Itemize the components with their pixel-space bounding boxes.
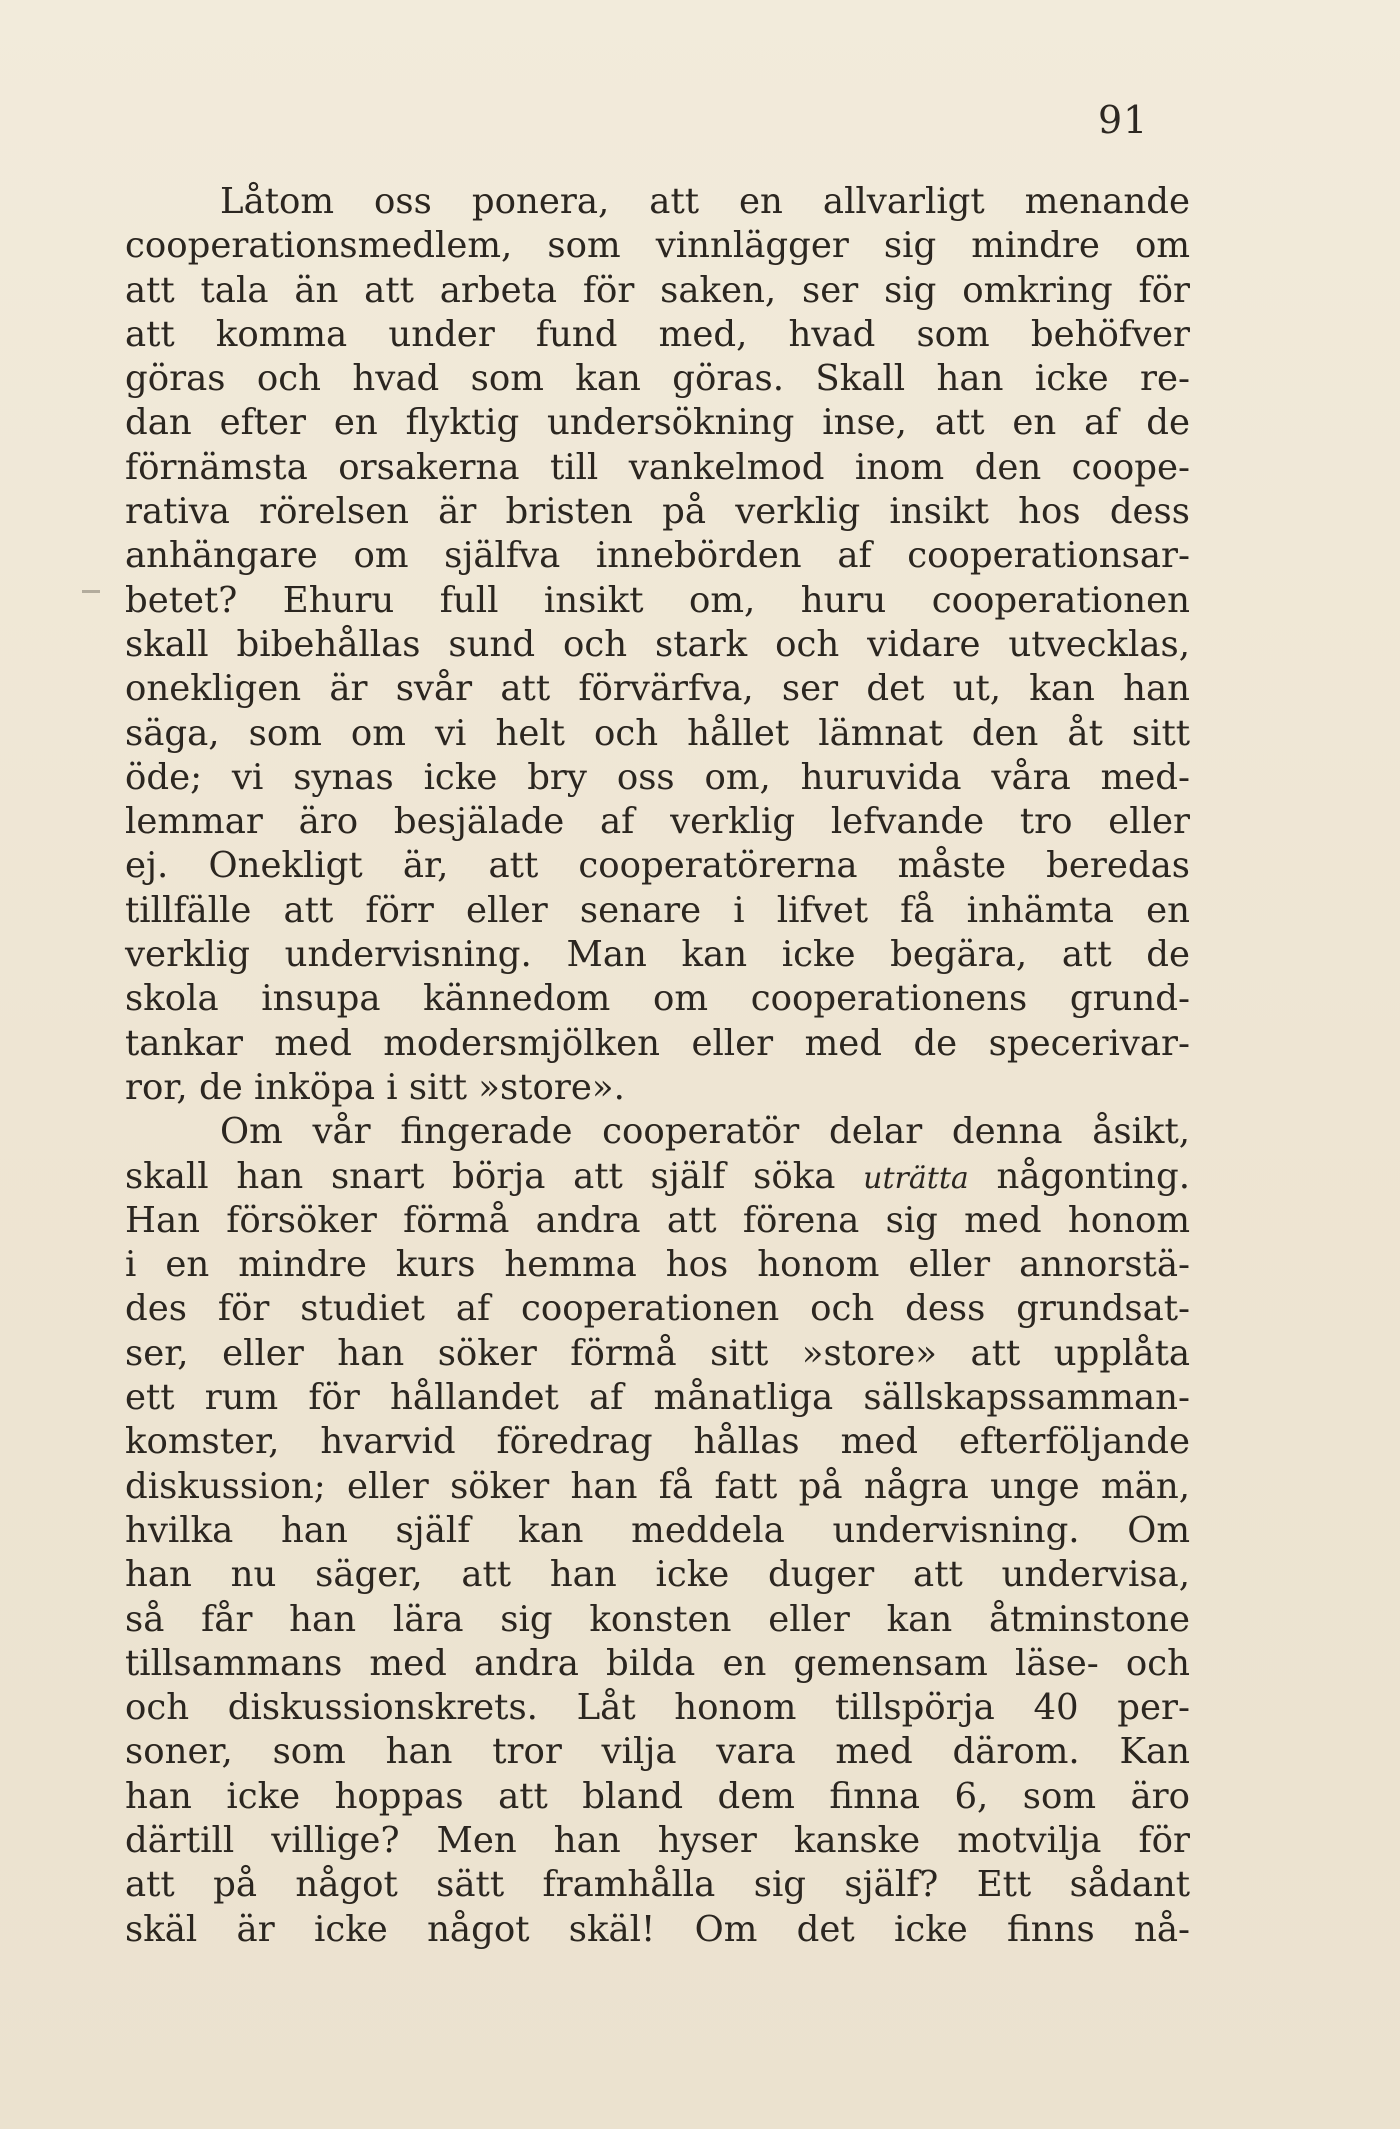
text-line: anhängare om själfva innebörden af cooperationsar-	[125, 535, 1190, 577]
text-line: ett rum för hållandet af månatliga sällskapssamman-	[125, 1377, 1190, 1419]
text-line: säga, som om vi helt och hållet lämnat den åt sitt	[125, 712, 1190, 754]
text-line: onekligen är svår att förvärfva, ser det ut, kan han	[125, 668, 1190, 710]
body-text	[125, 180, 1190, 1952]
text-line: tillsammans med andra bilda en gemensam läse- och	[125, 1642, 1190, 1684]
text-segment: någonting.	[968, 1155, 1190, 1197]
emphasized-word: uträtta	[863, 1160, 969, 1196]
text-line: göras och hvad som kan göras. Skall han icke re-	[125, 358, 1190, 400]
text-line: förnämsta orsakerna till vankelmod inom den coope-	[125, 446, 1190, 488]
text-line: Om vår fingerade cooperatör delar denna åsikt,	[220, 1111, 1190, 1153]
text-line: diskussion; eller söker han få fatt på några unge män,	[125, 1465, 1190, 1507]
text-line: rativa rörelsen är bristen på verklig insikt hos dess	[125, 491, 1190, 533]
text-line: skäl är icke något skäl! Om det icke finns nå-	[125, 1908, 1190, 1950]
text-line: hvilka han själf kan meddela undervisning. Om	[125, 1509, 1190, 1551]
text-line: ser, eller han söker förmå sitt »store» att upplåta	[125, 1332, 1190, 1374]
text-line: han nu säger, att han icke duger att undervisa,	[125, 1554, 1190, 1596]
text-line: cooperationsmedlem, som vinnlägger sig mindre om	[125, 225, 1190, 267]
text-line: så får han lära sig konsten eller kan åtminstone	[125, 1598, 1190, 1640]
text-line: Han försöker förmå andra att förena sig med honom	[125, 1199, 1190, 1241]
text-line: i en mindre kurs hemma hos honom eller annorstä-	[125, 1244, 1190, 1286]
text-line: tillfälle att förr eller senare i lifvet få inhämta en	[125, 889, 1190, 931]
page-number: 91	[1098, 98, 1149, 142]
text-line: därtill villige? Men han hyser kanske motvilja för	[125, 1819, 1190, 1861]
text-line: han icke hoppas att bland dem finna 6, som äro	[125, 1775, 1190, 1817]
text-line: komster, hvarvid föredrag hållas med efterföljande	[125, 1421, 1190, 1463]
text-line: dan efter en flyktig undersökning inse, att en af de	[125, 402, 1190, 444]
text-segment: skall han snart börja att själf söka	[125, 1155, 864, 1197]
text-line: skola insupa kännedom om cooperationens grund-	[125, 978, 1190, 1020]
text-line: att komma under fund med, hvad som behöfver	[125, 313, 1190, 355]
text-line: lemmar äro besjälade af verklig lefvande tro eller	[125, 801, 1190, 843]
margin-mark	[82, 590, 100, 593]
text-line: skall bibehållas sund och stark och vidare utvecklas,	[125, 623, 1190, 665]
text-line: och diskussionskrets. Låt honom tillspörja 40 per-	[125, 1687, 1190, 1729]
text-line: tankar med modersmjölken eller med de specerivar-	[125, 1022, 1190, 1064]
text-line: betet? Ehuru full insikt om, huru cooperationen	[125, 579, 1190, 621]
text-line: des för studiet af cooperationen och dess grundsat-	[125, 1288, 1190, 1330]
text-line: soner, som han tror vilja vara med därom. Kan	[125, 1731, 1190, 1773]
text-line: ror, de inköpa i sitt »store».	[125, 1066, 625, 1108]
text-line: att tala än att arbeta för saken, ser sig omkring för	[125, 269, 1190, 311]
text-line: ej. Onekligt är, att cooperatörerna måste beredas	[125, 845, 1190, 887]
text-line: Låtom oss ponera, att en allvarligt menande	[220, 181, 1190, 222]
text-line: att på något sätt framhålla sig själf? Ett sådant	[125, 1864, 1190, 1906]
text-line: öde; vi synas icke bry oss om, huruvida våra med-	[125, 756, 1190, 798]
text-line: verklig undervisning. Man kan icke begära, att de	[125, 934, 1190, 976]
text-line-with-emphasis	[125, 1155, 1190, 1199]
